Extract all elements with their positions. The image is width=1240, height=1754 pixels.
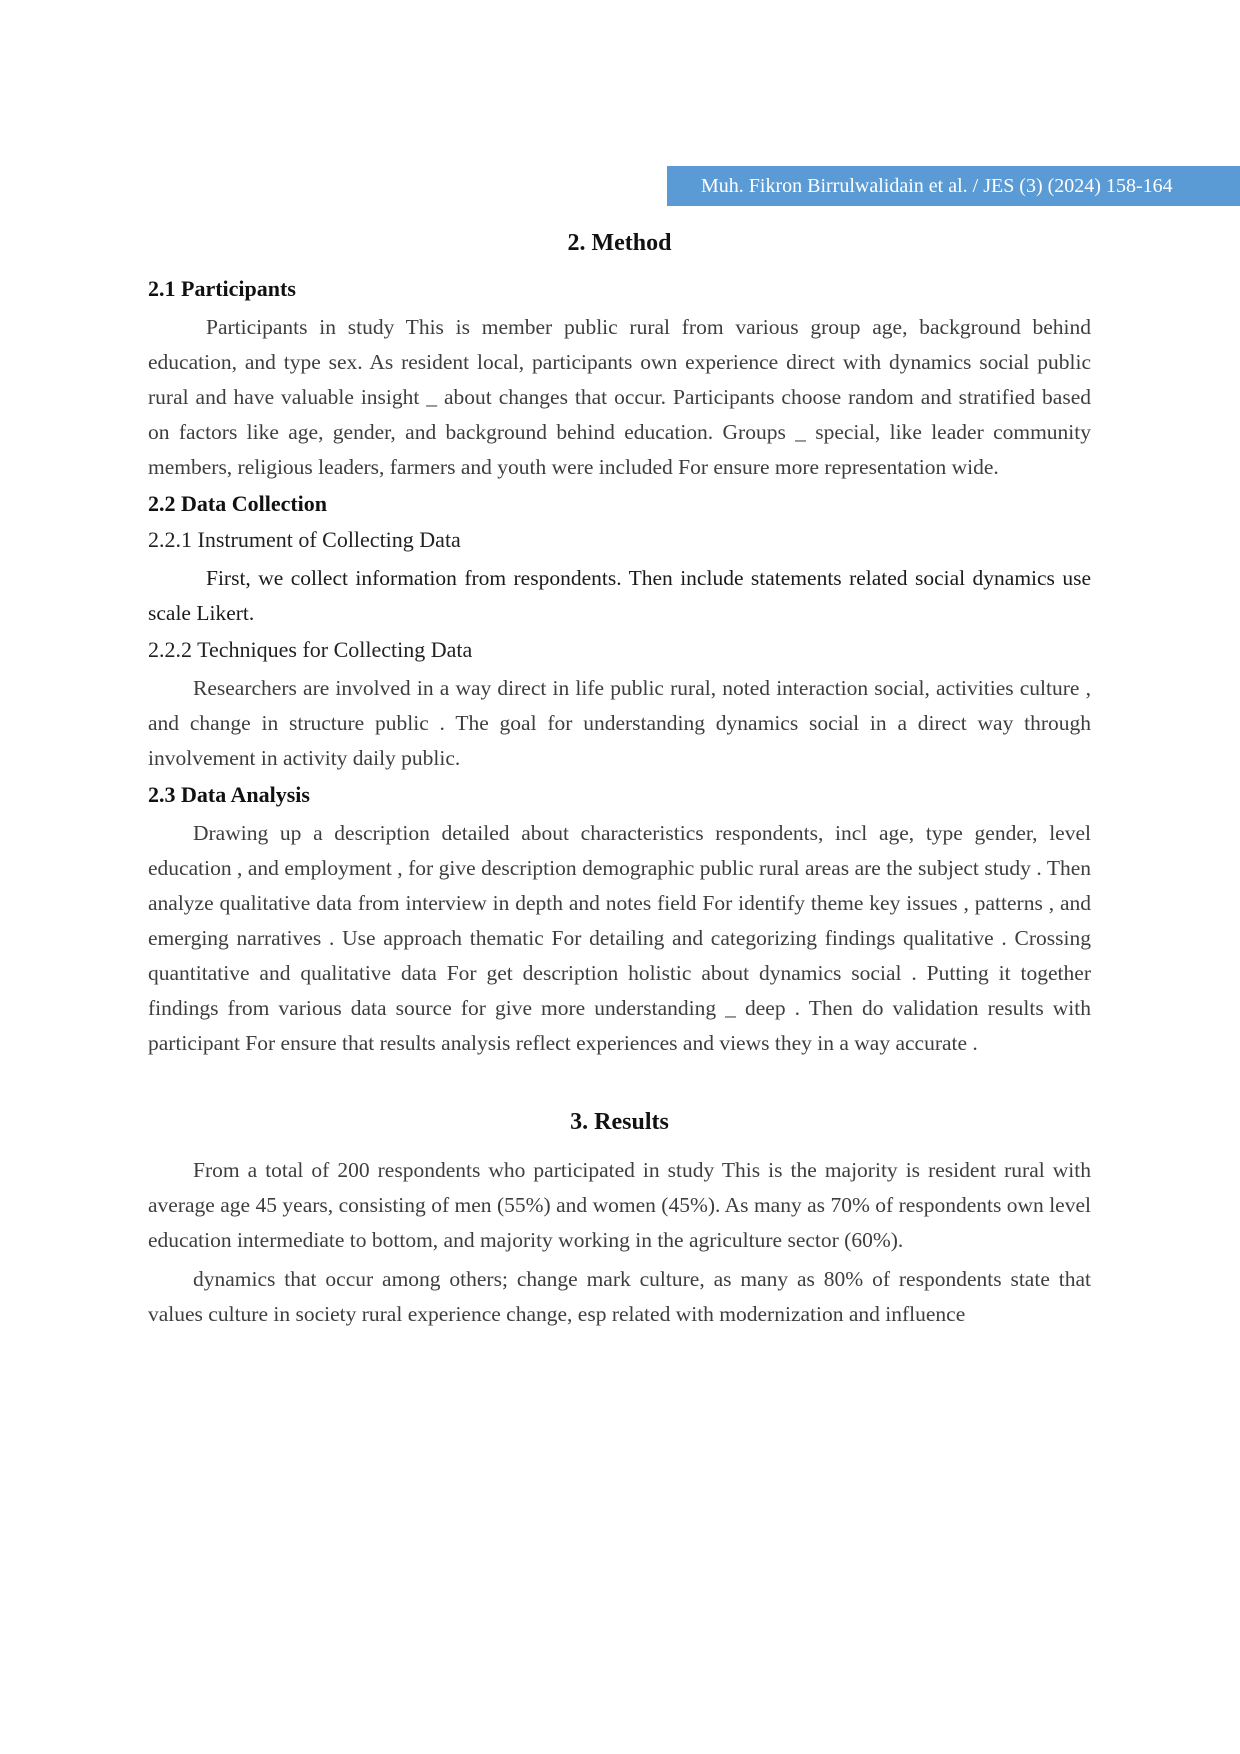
instrument-paragraph: First, we collect information from respondents. Then include statements related social dynamics use scale Likert. bbox=[148, 566, 1091, 625]
data-analysis-heading: 2.3 Data Analysis bbox=[148, 782, 310, 807]
results-section-title: 3. Results bbox=[570, 1109, 669, 1135]
techniques-heading: 2.2.2 Techniques for Collecting Data bbox=[148, 637, 473, 662]
data-collection-heading: 2.2 Data Collection bbox=[148, 491, 328, 516]
section-spacer bbox=[148, 1065, 1091, 1107]
techniques-paragraph: Researchers are involved in a way direct in life public rural, noted interaction social, activities culture , and change in structure public . The goal for understanding dynamics social in a direct way through involvement in activity daily public. bbox=[148, 676, 1091, 770]
participants-paragraph: Participants in study This is member public rural from various group age, background behind education, and type sex. As resident local, participants own experience direct with dynamics social public rural and have valuable insight _ about changes that occur. Participants choose random and stratified based on factors like age, gender, and background behind education. Groups _ special, like leader community members, religious leaders, farmers and youth were included For ensure more representation wide. bbox=[148, 315, 1091, 479]
results-paragraph-2: dynamics that occur among others; change mark culture, as many as 80% of respondents state that values culture in society rural experience change, esp related with modernization and influence bbox=[148, 1267, 1091, 1326]
method-section-title: 2. Method bbox=[567, 230, 672, 256]
instrument-heading: 2.2.1 Instrument of Collecting Data bbox=[148, 527, 461, 552]
results-paragraph-1: From a total of 200 respondents who participated in study This is the majority is resident rural with average age 45 years, consisting of men (55%) and women (45%). As many as 70% of respondents own level education intermediate to bottom, and majority working in the agriculture sector (60%). bbox=[148, 1158, 1091, 1252]
participants-heading: 2.1 Participants bbox=[148, 276, 296, 301]
data-analysis-paragraph: Drawing up a description detailed about characteristics respondents, incl age, type gender, level education , and employment , for give description demographic public rural areas are the subject study . Then analyze qualitative data from interview in depth and notes field For identify theme key issues , patterns , and emerging narratives . Use approach thematic For detailing and categorizing findings qualitative . Crossing quantitative and qualitative data For get description holistic about dynamics social . Putting it together findings from various data source for give more understanding _ deep . Then do validation results with participant For ensure that results analysis reflect experiences and views they in a way accurate . bbox=[148, 821, 1091, 1055]
running-header: Muh. Fikron Birrulwalidain et al. / JES (3) (2024) 158-164 bbox=[667, 166, 1240, 206]
page-content bbox=[148, 228, 1091, 1336]
